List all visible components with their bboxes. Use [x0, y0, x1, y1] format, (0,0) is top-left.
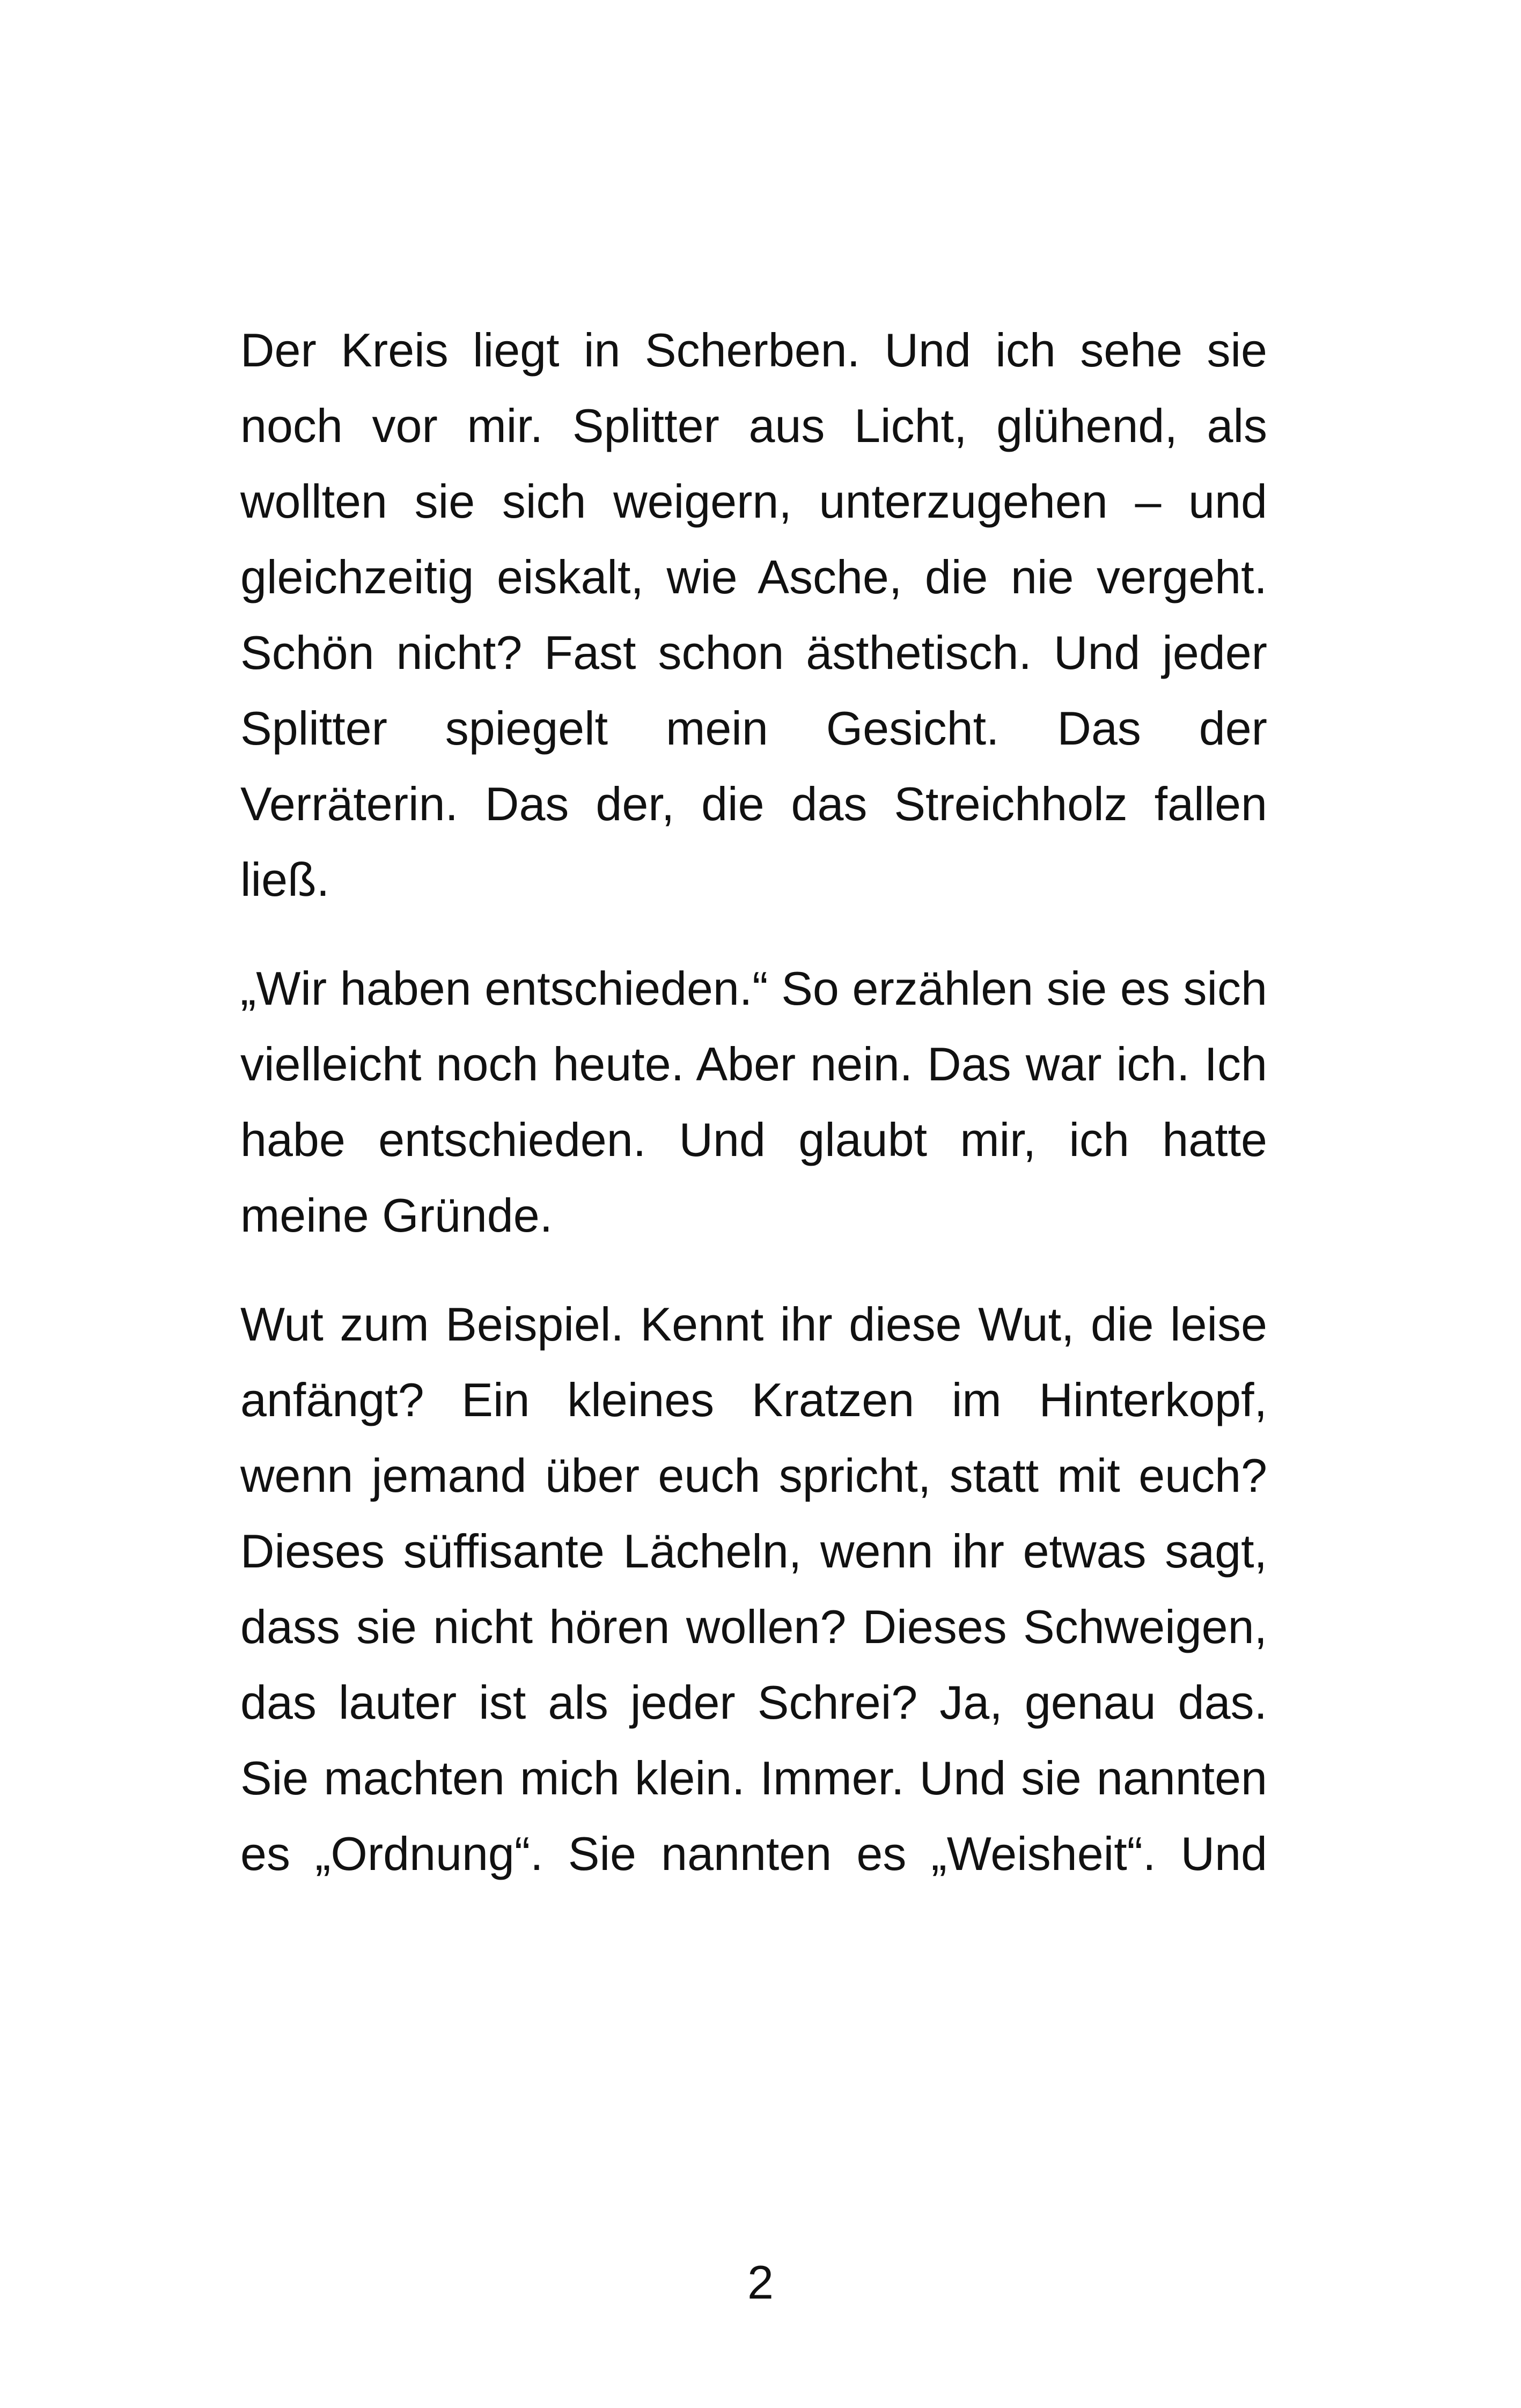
page-number: 2: [747, 2256, 774, 2309]
paragraph-1: Der Kreis liegt in Scherben. Und ich sehe sie noch vor mir. Splitter aus Licht, glühend, als wollten sie sich weigern, unterzugehen – und gleichzeitig eiskalt, wie Asche, die nie vergeht. Schön nicht? Fast schon ästhetisch. Und jeder Splitter spiegelt mein Gesicht. Das der Verräterin. Das der, die das Streichholz fallen ließ.: [240, 323, 1267, 906]
paragraph-3: Wut zum Beispiel. Kennt ihr diese Wut, die leise anfängt? Ein kleines Kratzen im Hinterkopf, wenn jemand über euch spricht, statt mit euch? Dieses süffisante Lächeln, wenn ihr etwas sagt, dass sie nicht hören wollen? Dieses Schweigen, das lauter ist als jeder Schrei? Ja, genau das. Sie machten mich klein. Immer. Und sie nannten es „Ordnung“. Sie nannten es „Weisheit“. Und: [240, 1298, 1267, 1880]
body-text: [240, 312, 1267, 1891]
paragraph-2: „Wir haben entschieden.“ So erzählen sie es sich vielleicht noch heute. Aber nein. Das war ich. Ich habe entschieden. Und glaubt mir, ich hatte meine Gründe.: [240, 962, 1267, 1242]
